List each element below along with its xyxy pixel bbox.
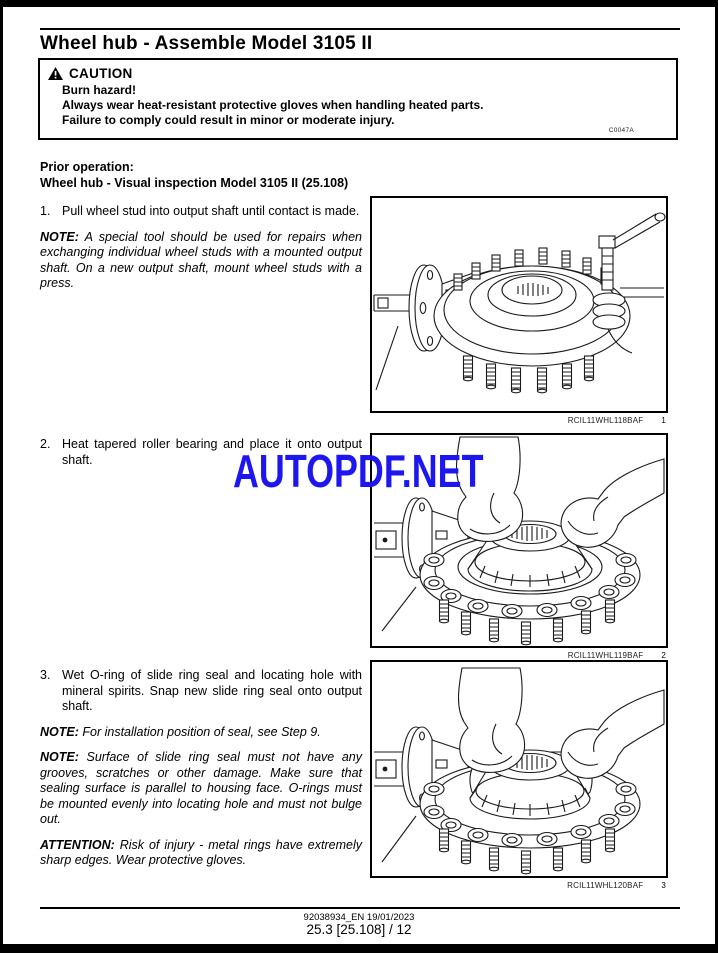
text-block-step1 [40, 159, 362, 292]
attention-note [40, 838, 362, 869]
step-1 [40, 204, 362, 220]
note-3a-prefix: NOTE: [40, 724, 79, 739]
figure-3-number: 3 [661, 881, 666, 890]
note-1 [40, 230, 362, 292]
caution-box [38, 58, 678, 140]
text-block-step2 [40, 424, 362, 468]
prior-operation-label: Prior operation: [40, 160, 134, 174]
step-3-number: 3. [40, 668, 51, 682]
footer-rule [40, 907, 680, 909]
warning-triangle-icon [48, 67, 63, 80]
step-1-text: Pull wheel stud into output shaft until contact is made. [62, 204, 360, 218]
title-rule [40, 28, 680, 30]
figure-3-caption [370, 881, 668, 890]
footer-doc-ref: 92038934_EN 19/01/2023 [303, 912, 415, 923]
figure-1-caption [370, 416, 668, 425]
caution-code: C0047A [608, 127, 634, 134]
attention-prefix: ATTENTION: [40, 837, 115, 852]
note-3b [40, 750, 362, 828]
step-2-text: Heat tapered roller bearing and place it onto output shaft. [62, 437, 362, 467]
text-block-step3 [40, 655, 362, 869]
footer-page-ref: 25.3 [25.108] / 12 [306, 922, 412, 937]
caution-line-3: Failure to comply could result in minor or moderate injury. [62, 113, 395, 127]
page-title: Wheel hub - Assemble Model 3105 II [40, 33, 373, 54]
caution-line-1: Burn hazard! [62, 83, 137, 97]
note-1-text: A special tool should be used for repairs when exchanging individual wheel studs with a mounted output shaft. On a new output shaft, mount wheel studs with a press. [40, 229, 362, 290]
figure-1-code: RCIL11WHL118BAF [567, 416, 644, 425]
step-1-number: 1. [40, 204, 51, 218]
figure-1-illustration [372, 198, 666, 411]
figure-2-caption [370, 651, 668, 660]
figure-2 [370, 433, 668, 648]
figure-2-illustration [372, 435, 666, 646]
step-3-text: Wet O-ring of slide ring seal and locating hole with mineral spirits. Snap new slide ring seal onto output shaft. [62, 668, 362, 713]
note-3a-text: For installation position of seal, see Step 9. [82, 724, 321, 739]
caution-body [62, 83, 676, 128]
note-3b-text: Surface of slide ring seal must not have any grooves, scratches or other damage. Make sure that sealing surface is parallel to housing face. O-rings must be mounted evenly into locating hole and must not bulge out. [40, 750, 362, 826]
note-1-prefix: NOTE: [40, 229, 79, 244]
figure-3-code: RCIL11WHL120BAF [567, 881, 644, 890]
figure-2-code: RCIL11WHL119BAF [567, 651, 644, 660]
caution-line-2: Always wear heat-resistant protective gloves when handling heated parts. [62, 98, 484, 112]
attention-text: Risk of injury - metal rings have extremely sharp edges. Wear protective gloves. [40, 837, 362, 867]
figure-3-illustration [372, 662, 666, 876]
prior-operation-reference: Wheel hub - Visual inspection Model 3105 II (25.108) [40, 176, 349, 190]
note-3a [40, 725, 362, 741]
caution-label: CAUTION [69, 66, 133, 81]
step-3 [40, 668, 362, 715]
step-2-number: 2. [40, 437, 51, 451]
figure-3 [370, 660, 668, 878]
note-3b-prefix: NOTE: [40, 750, 79, 764]
figure-2-number: 2 [661, 651, 666, 660]
caution-header [48, 66, 676, 81]
watermark: AUTOPDF.NET [233, 445, 484, 497]
step-2 [40, 437, 362, 468]
figure-1 [370, 196, 668, 413]
figure-1-number: 1 [661, 416, 666, 425]
